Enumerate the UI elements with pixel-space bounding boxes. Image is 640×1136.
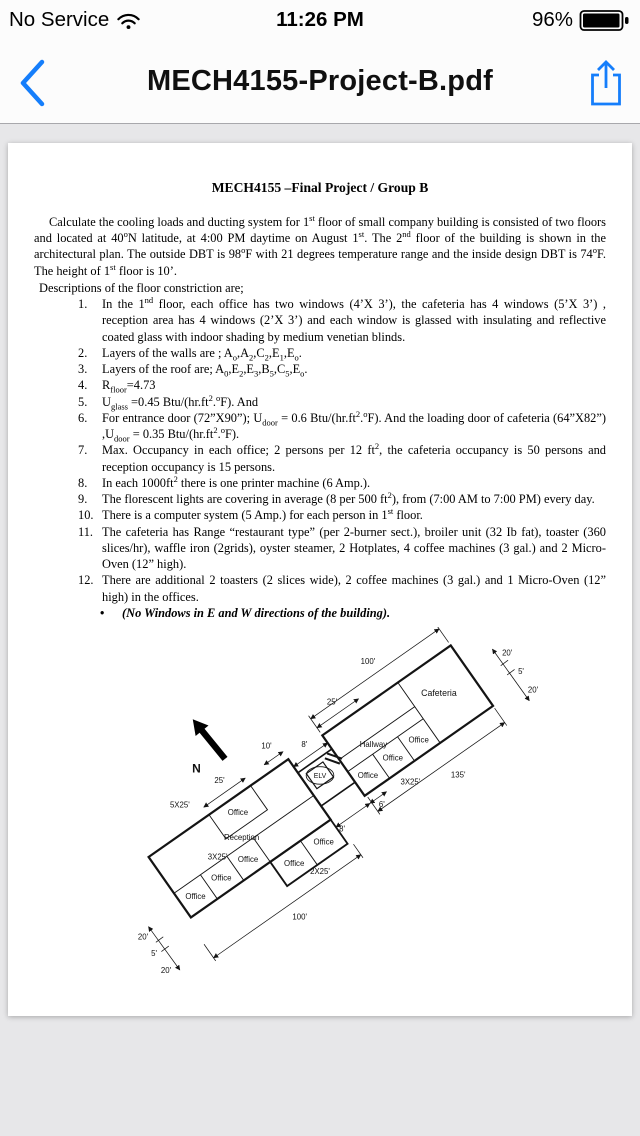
dim-label-3x25: 3X25' (400, 777, 421, 787)
dimension-lines (131, 627, 522, 961)
item-number: 11. (78, 524, 94, 539)
dim-label-5ft: 5' (518, 667, 524, 677)
clock-label: 11:26 PM (276, 8, 364, 31)
room-label-office: Office (313, 837, 334, 847)
status-right (532, 8, 631, 32)
paper-title: MECH4155 –Final Project / Group B (211, 180, 429, 195)
dim-label-10ft: 10' (261, 741, 272, 751)
list-item (78, 377, 606, 393)
battery-icon (579, 9, 631, 32)
item-text: $U_{glass} =0.45$ Btu/$(hr.ft^2.^oF)$. And (102, 392, 259, 412)
item-text: Max. Occupancy in each office; 2 persons per 12 $ft^2$, the cafeteria occupancy is 50 persons and reception occupancy is 15 persons. (102, 441, 606, 474)
dim-label-20ft: 20' (160, 965, 172, 975)
room-label-office: Office (211, 873, 232, 883)
nav-bar (0, 40, 640, 124)
room-label-office: Office (237, 855, 259, 865)
numbered-list (78, 296, 606, 605)
item-text: Layers of the walls are ; $A_o,A_2,C_2,E_1,E_o$. (102, 345, 302, 363)
dim-label-2x25: 2X25' (310, 867, 330, 877)
item-text: In the 1nd floor, each office has two windows (4’X 3’), the cafeteria has 4 windows (5’X 3’) , reception area has 4 windows (2’X 3’) and each window is glassed with insulating and reflective coated glass with indoor shading by medium venetian blinds. (102, 294, 606, 344)
dim-label-20ft: 20' (502, 648, 513, 658)
list-item (78, 361, 606, 377)
dim-label-20ft: 20' (527, 685, 539, 695)
room-label-office: Office (227, 808, 249, 818)
item-text: $R_{floor}=4.73$ (102, 378, 156, 395)
descriptions-heading: Descriptions of the floor constriction are; (39, 280, 244, 295)
bullet-marker: • (100, 605, 105, 620)
room-label-office: Office (382, 753, 404, 763)
dim-label-20ft: 20' (137, 932, 149, 942)
status-left (9, 8, 141, 32)
building-walls (131, 627, 522, 961)
item-number: 9. (78, 492, 88, 507)
floor-plan-diagram (34, 627, 606, 982)
back-button[interactable] (8, 55, 56, 111)
room-label-office: Office (357, 771, 379, 781)
room-label-office: Office (284, 858, 305, 868)
dim-label-100ft: 100' (360, 656, 376, 666)
list-item (78, 394, 606, 410)
dim-label-25ft: 25' (214, 775, 225, 785)
list-item (78, 491, 606, 507)
dim-label-5ft: 5' (151, 949, 157, 959)
item-number: 2. (78, 345, 88, 360)
list-item (78, 475, 606, 491)
item-number: 5. (78, 394, 88, 409)
pdf-scroll-area[interactable] (0, 124, 640, 1135)
share-button[interactable] (582, 55, 630, 111)
item-text: There is a computer system (5 Amp.) for each person in 1st floor. (102, 506, 423, 523)
list-item (78, 442, 606, 475)
item-number: 8. (78, 475, 88, 490)
diagram-container (34, 627, 606, 986)
share-icon (587, 58, 625, 108)
item-text: For entrance door (72”X90”); $U_{door} = 0.6$ Btu/$(hr.ft^2.^oF)$. And the loading door of cafeteria (64”X82”) $,U_{door} = 0.35$ Btu/$(hr.ft^2.^oF)$. (102, 408, 606, 444)
item-number: 7. (78, 443, 88, 458)
item-text: In each $1000ft^2$ there is one printer machine (6 Amp.). (102, 473, 371, 490)
document-body (34, 179, 606, 986)
list-item (78, 345, 606, 361)
list-item (78, 410, 606, 443)
list-item (78, 524, 606, 573)
note-bullet (100, 605, 606, 621)
dim-label-25ft: 25' (326, 697, 338, 707)
dim-label-100ft: 100' (292, 912, 307, 922)
intro-paragraph: Calculate the cooling loads and ducting system for 1st floor of small company building is consisted of two floors and located at 40$^o$N latitude, at 4:00 PM daytime on August 1st. The 2nd floor of the building is shown in the architectural plan. The outside DBT is 98$^o$F with 21 degrees temperature range and the inside design DBT is 74$^o$F. The height of 1st floor is 10’. (34, 212, 606, 278)
dim-label-5x25: 5X25' (169, 800, 190, 810)
room-label-hallway: Hallway (359, 739, 388, 749)
room-label-office: Office (408, 735, 429, 745)
document-title: MECH4155-Project-B.pdf (146, 65, 493, 97)
item-number: 6. (78, 410, 88, 425)
item-number: 3. (78, 362, 88, 377)
dim-label-135ft: 135' (450, 770, 466, 780)
item-number: 12. (78, 573, 94, 588)
status-bar (0, 0, 640, 40)
room-label-cafeteria: Cafeteria (421, 688, 457, 699)
room-label-elevator: ELV (313, 773, 327, 781)
north-label: N (192, 761, 201, 776)
north-arrow-icon (193, 719, 228, 761)
item-text: There are additional 2 toasters (2 slices wide), 2 coffee machines (3 gal.) and 1 Micro-Oven (12” high) in the offices. (102, 573, 606, 604)
carrier-label: No Service (9, 8, 110, 31)
dim-label-3x25: 3X25' (207, 852, 228, 862)
room-label-reception: Reception (223, 833, 260, 843)
item-text: Layers of the roof are; $A_0,E_2,E_3,B_5,C_5,E_o$. (102, 362, 308, 379)
pdf-page (8, 143, 632, 1016)
item-text: The florescent lights are covering in average (8 per 500 $ft^2$), from (7:00 AM to 7:00 PM) every day. (102, 489, 595, 507)
note-text: (No Windows in E and W directions of the building). (122, 605, 391, 620)
wifi-icon (116, 11, 141, 30)
dim-label-8ft: 8' (339, 824, 346, 834)
dim-label-6ft: 6' (378, 799, 385, 809)
item-number: 4. (78, 378, 88, 393)
dim-label-8ft: 8' (301, 739, 308, 749)
room-label-office: Office (185, 892, 206, 902)
list-item (78, 296, 606, 345)
list-item (78, 507, 606, 523)
back-chevron-icon (18, 58, 46, 108)
item-number: 1. (78, 297, 88, 312)
battery-percent-label: 96% (531, 8, 573, 31)
corner-dimension-lines (148, 649, 529, 970)
list-item (78, 572, 606, 605)
item-text: The cafeteria has Range “restaurant type” (per 2-burner sect.), broiler unit (32 Ib fat), toaster (360 slices/hr), waffle iron (2grids), oyster steamer, 2 Hotplates, 4 coffee machines (3 gal.) and 2 Micro-Oven (12” high). (102, 524, 606, 572)
item-number: 10. (78, 508, 94, 523)
